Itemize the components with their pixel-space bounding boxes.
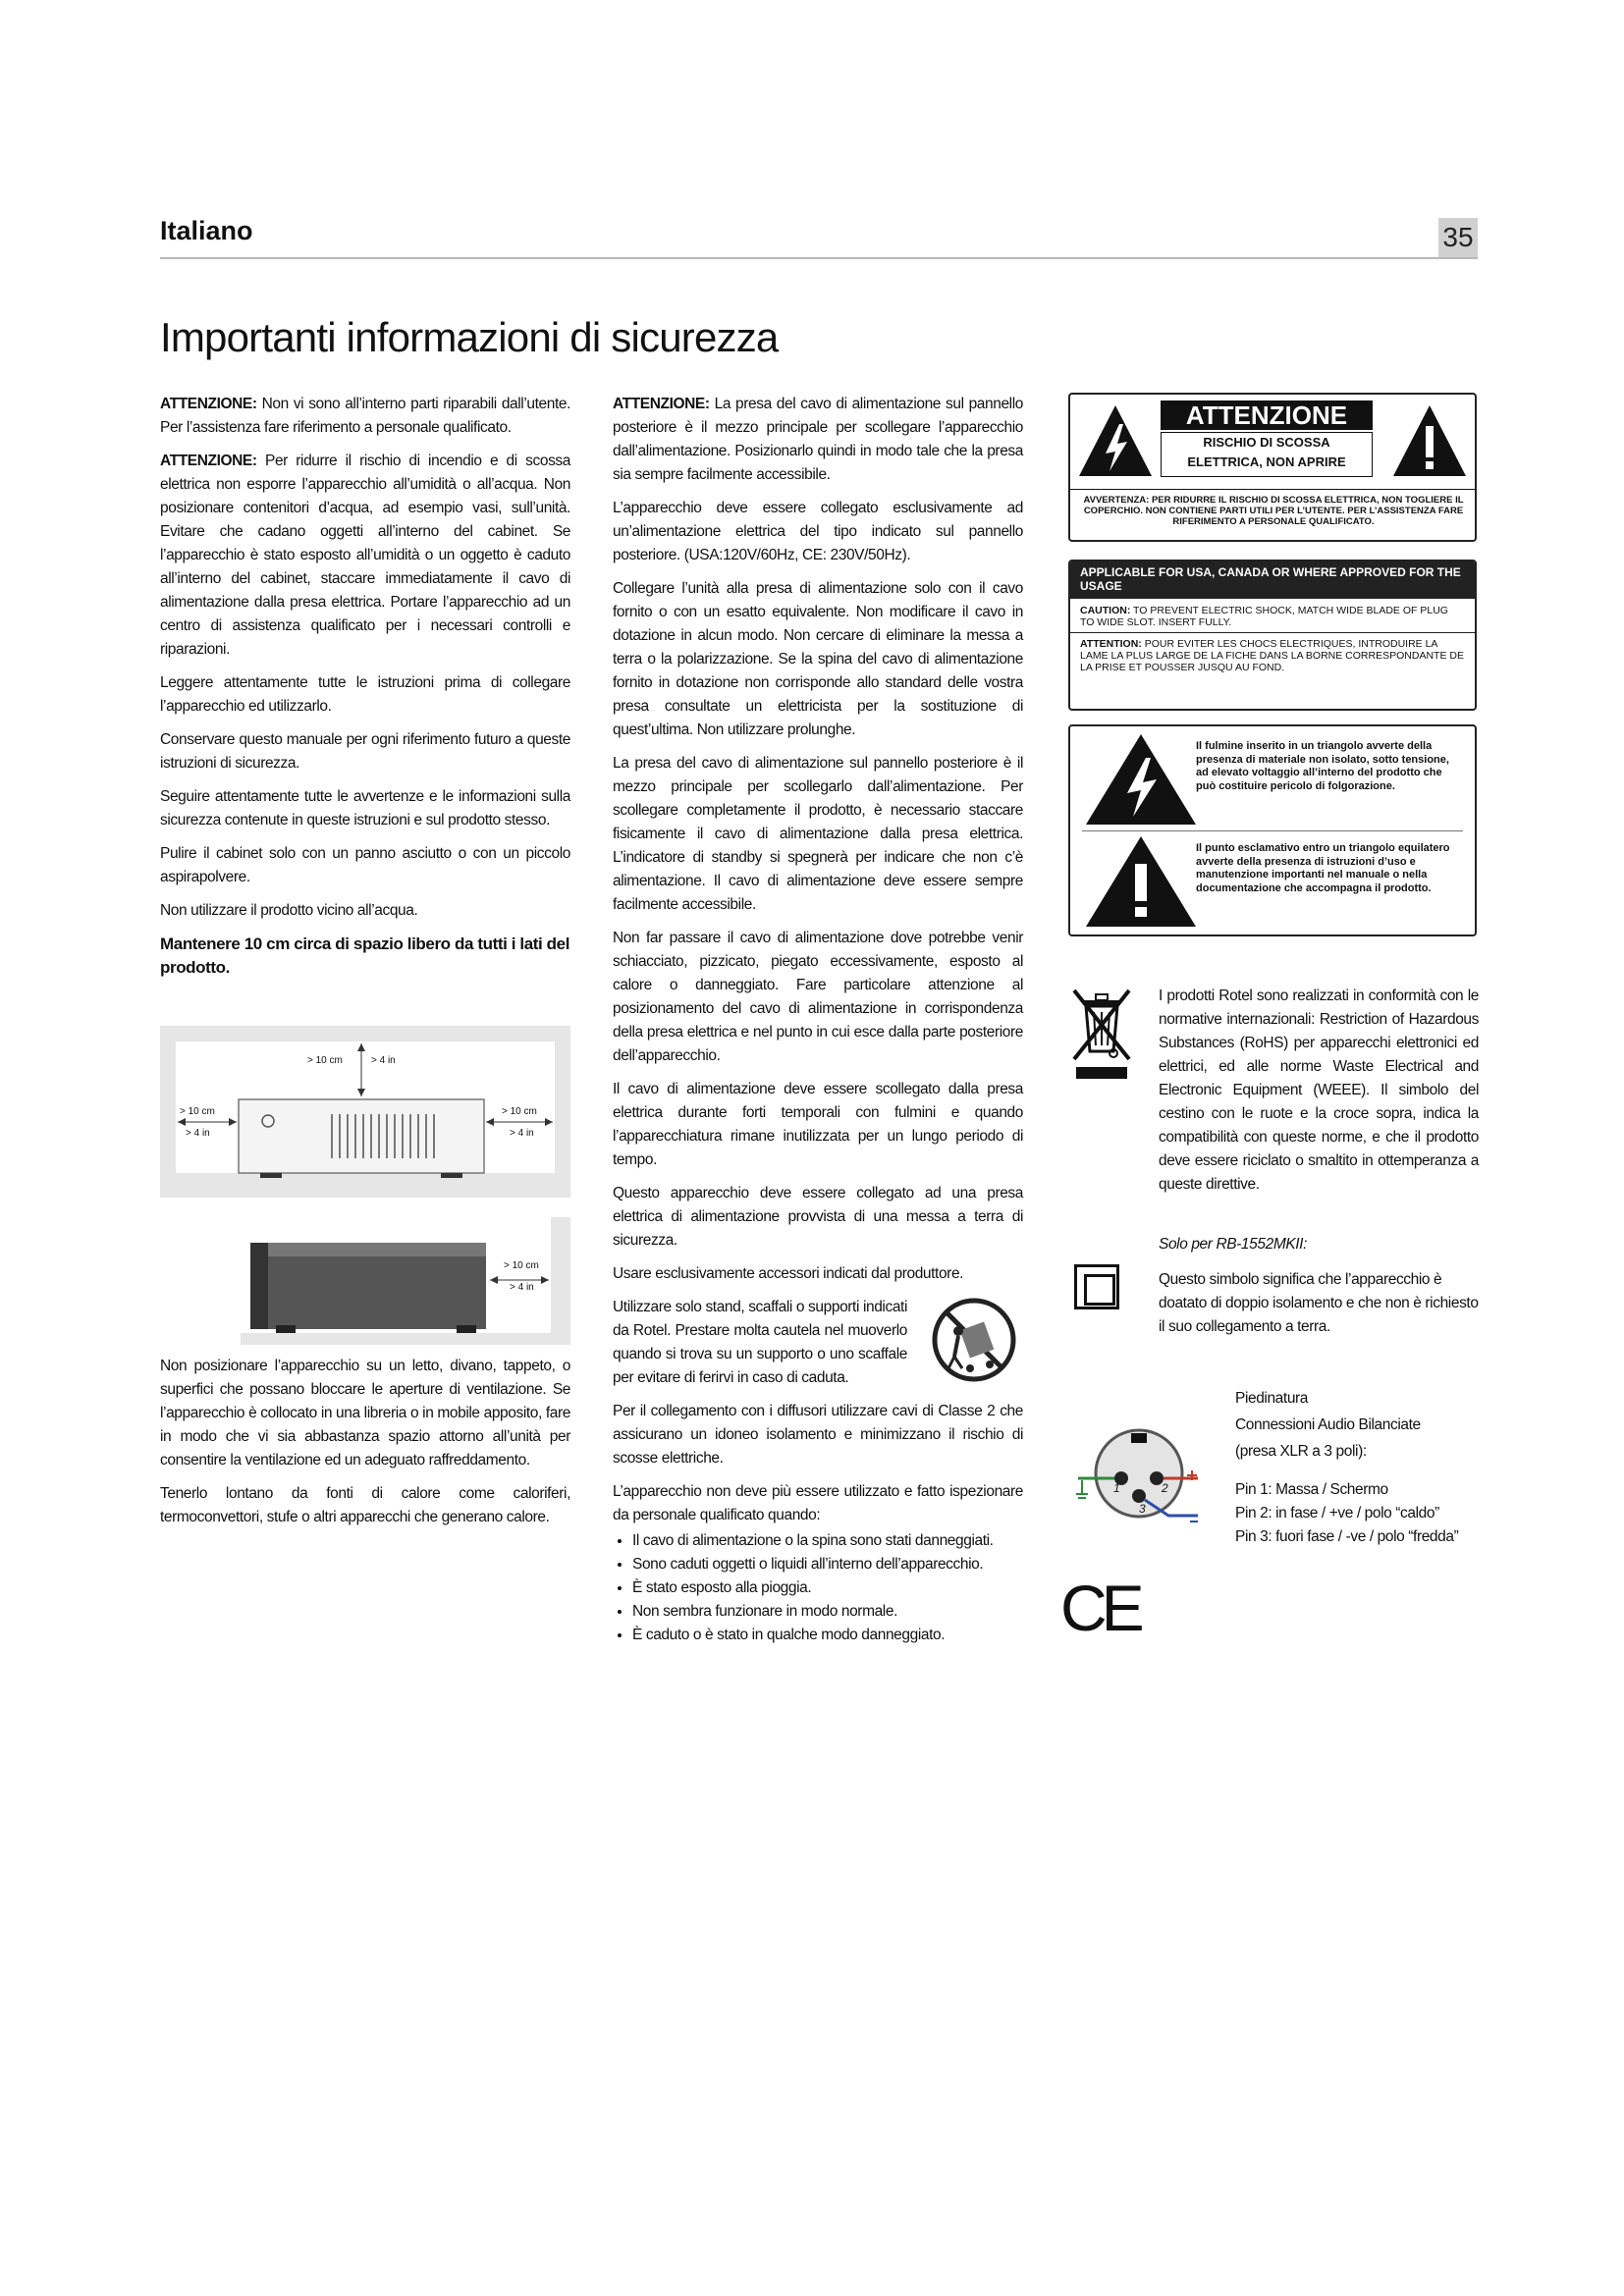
column-1-bottom	[160, 1355, 570, 1539]
paragraph: L’apparecchio deve essere collegato esclusivamente ad un’alimentazione elettrica del tipo indicato sul pannello posteriore. (USA:120V/60Hz, CE: 230V/50Hz).	[613, 500, 1023, 563]
attention-label: ATTENTION:	[1080, 638, 1142, 650]
paragraph: Utilizzare solo stand, scaffali o supporti indicati da Rotel. Prestare molta cautela nel muoverlo quando si trova su un supporto o uno scaffale per evitare di ferirvi in caso di caduta.	[613, 1299, 907, 1386]
usa-canada-label	[1068, 560, 1477, 711]
paragraph: Leggere attentamente tutte le istruzioni prima di collegare l’apparecchio ed utilizzarlo.	[160, 674, 570, 715]
xlr-title-1: Piedinatura	[1235, 1390, 1309, 1407]
left-clearance-in: > 4 in	[186, 1128, 210, 1139]
weee-bin-icon	[1070, 987, 1133, 1081]
xlr-title-2: Connessioni Audio Bilanciate	[1235, 1416, 1421, 1433]
attenzione-header	[1161, 400, 1373, 430]
usa-attention	[1080, 638, 1465, 673]
clearance-side-illustration	[241, 1217, 570, 1345]
inspection-bullet-list	[613, 1529, 1023, 1647]
attenzione-subtitle-1: RISCHIO DI SCOSSA	[1203, 435, 1330, 450]
paragraph: Collegare l’unità alla presa di alimentazione solo con il cavo fornito o con un esatto equivalente. Non modificare il cavo in dotazione in alcun modo. Non cercare di eliminare la messa a terra o la polarizzazione. Se la spina del cavo di alimentazione fornito in dotazione non corrisponde allo standard delle vostra presa consultate un elettricista per la sostituzione di quest’ultima. Non utilizzare prolunghe.	[613, 580, 1023, 738]
paragraph: Usare esclusivamente accessori indicati dal produttore.	[613, 1265, 964, 1282]
xlr-pin-1: Pin 1: Massa / Schermo	[1235, 1481, 1388, 1498]
caution-label: CAUTION:	[1080, 605, 1131, 616]
paragraph-text: La presa del cavo di alimentazione sul pannello posteriore è il mezzo principale per scollegare l’apparecchio dall’alimentazione. Posizionarlo quindi in modo tale che la presa sia sempre facilmente accessibile.	[613, 396, 1023, 483]
right-clearance-in: > 4 in	[510, 1128, 534, 1139]
double-insulation-text: Questo simbolo significa che l’apparecchio è doatato di doppio isolamento e che non è richiesto il suo collegamento a terra.	[1159, 1271, 1479, 1335]
list-item: • Il cavo di alimentazione o la spina sono stati danneggiati.	[632, 1529, 1023, 1553]
ce-mark-icon: CE	[1060, 1572, 1139, 1644]
column-2	[613, 393, 1023, 1647]
caution-text: TO PREVENT ELECTRIC SHOCK, MATCH WIDE BLADE OF PLUG TO WIDE SLOT. INSERT FULLY.	[1080, 605, 1448, 628]
section-label: Italiano	[160, 216, 253, 245]
clearance-note-text: Mantenere 10 cm circa di spazio libero da tutti i lati del prodotto.	[160, 934, 570, 977]
usa-label-header: APPLICABLE FOR USA, CANADA OR WHERE APPROVED FOR THE USAGE	[1070, 561, 1475, 599]
weee-text: I prodotti Rotel sono realizzati in conformità con le normative internazionali: Restriction of Hazardous Substances (RoHS) per apparecchi elettronici ed elettrici, ed alle norme Waste Electrical and Electronic Equipment (WEEE). Il simbolo del cestino con le ruote e la croce sopra, indica la compatibilità con queste norme, e che il prodotto deve essere riciclato o smaltito in ottemperanza a queste direttive.	[1159, 988, 1479, 1193]
warning-label: ATTENZIONE:	[160, 396, 257, 412]
usa-caution	[1080, 605, 1465, 628]
attenzione-subtitle-2: ELETTRICA, NON APRIRE	[1187, 454, 1346, 469]
clearance-note	[160, 933, 570, 980]
paragraph	[613, 393, 1023, 487]
paragraph-text: Non vi sono all’interno parti riparabili dall’utente. Per l’assistenza fare riferimento a personale qualificato.	[160, 396, 570, 436]
cart-tip-over-icon	[925, 1296, 1023, 1384]
xlr-pin-3: Pin 3: fuori fase / -ve / polo “fredda”	[1235, 1528, 1459, 1545]
lightning-triangle-icon	[1082, 730, 1200, 828]
paragraph	[160, 393, 570, 440]
page-title: Importanti informazioni di sicurezza	[160, 314, 779, 360]
model-note: Solo per RB-1552MKII:	[1159, 1236, 1307, 1253]
paragraph-text: Per ridurre il rischio di incendio e di scossa elettrica non esporre l’apparecchio all’umidità o all’acqua. Non posizionare contenitori d’acqua, ad esempio vasi, sull’unità. Evitare che cadano oggetti all’interno del cabinet. Se l’apparecchio è stato esposto all’umidità o un oggetto è caduto all’interno del cabinet, staccare immediatamente il cavo di alimentazione dalla presa elettrica. Portare l’apparecchio ad un centro di assistenza qualificato per i necessari controlli e riparazioni.	[160, 453, 570, 658]
warning-label: ATTENZIONE:	[613, 396, 710, 412]
paragraph: Questo apparecchio deve essere collegato ad una presa elettrica di alimentazione provvista di una messa a terra di sicurezza.	[613, 1185, 1023, 1249]
warning-label: ATTENZIONE:	[160, 453, 257, 469]
double-insulation-icon	[1074, 1264, 1119, 1309]
list-item: • È caduto o è stato in qualche modo danneggiato.	[632, 1624, 1023, 1647]
header-divider	[160, 257, 1478, 259]
paragraph: Il cavo di alimentazione deve essere scollegato dalla presa elettrica durante forti temporali con fulmini e quando l’apparecchiatura rimane inutilizzata per un lungo periodo di tempo.	[613, 1081, 1023, 1168]
xlr-pin-label-3: 3	[1139, 1502, 1146, 1516]
attenzione-rule	[1070, 489, 1475, 490]
paragraph: Per il collegamento con i diffusori utilizzare cavi di Classe 2 che assicurano un idoneo isolamento e minimizzano il rischio di scosse elettriche.	[613, 1403, 1023, 1467]
symbols-divider	[1082, 830, 1463, 831]
paragraph: Seguire attentamente tutte le avvertenze e le informazioni sulla sicurezza contenute in queste istruzioni e sul prodotto stesso.	[160, 788, 570, 828]
exclamation-explanation: Il punto esclamativo entro un triangolo equilatero avverte della presenza di istruzioni d’uso e manutenzione importanti nel manuale o nella documentazione che accompagna il prodotto.	[1196, 842, 1450, 894]
symbols-explanation-box	[1068, 724, 1477, 936]
xlr-title-3: (presa XLR a 3 poli):	[1235, 1443, 1367, 1460]
top-clearance-cm: > 10 cm	[307, 1055, 343, 1066]
column-1	[160, 393, 570, 989]
xlr-pin-2: Pin 2: in fase / +ve / polo “caldo”	[1235, 1505, 1439, 1522]
paragraph: L’apparecchio non deve più essere utilizzato e fatto ispezionare da personale qualificato quando:	[613, 1483, 1023, 1523]
clearance-figure-side	[241, 1217, 570, 1345]
paragraph: La presa del cavo di alimentazione sul pannello posteriore è il mezzo principale per scollegarlo dall’alimentazione. Per scollegare completamente il prodotto, è necessario staccare fisicamente il cavo di alimentazione dalla presa elettrica. L’indicatore di standby si spegnerà per indicare che non c’è alimentazione. Il cavo di alimentazione deve essere sempre facilmente accessibile.	[613, 755, 1023, 913]
attenzione-title: ATTENZIONE	[1185, 400, 1348, 430]
list-item: • Non sembra funzionare in modo normale.	[632, 1600, 1023, 1624]
left-clearance-cm: > 10 cm	[180, 1106, 215, 1117]
usa-label-rule	[1070, 632, 1475, 633]
side-clearance-in: > 4 in	[510, 1282, 534, 1293]
lightning-triangle-icon	[1076, 402, 1155, 479]
paragraph	[160, 450, 570, 662]
lightning-explanation: Il fulmine inserito in un triangolo avverte della presenza di materiale non isolato, sotto tensione, ad elevato voltaggio all’interno del prodotto che può costituire pericolo di folgorazione.	[1196, 740, 1449, 792]
list-item: • Sono caduti oggetti o liquidi all’interno dell’apparecchio.	[632, 1553, 1023, 1576]
paragraph: Non posizionare l’apparecchio su un letto, divano, tappeto, o superfici che possano bloccare le aperture di ventilazione. Se l’apparecchio è collocato in una libreria o in mobile apposito, fare in modo che vi sia abbastanza spazio attorno all’unità per consentire la ventilazione ed un adeguato raffreddamento.	[160, 1358, 570, 1468]
attenzione-subtitle-box	[1161, 432, 1373, 477]
exclamation-triangle-icon	[1082, 832, 1200, 931]
attention-text: POUR EVITER LES CHOCS ELECTRIQUES, INTRODUIRE LA LAME LA PLUS LARGE DE LA FICHE DANS LA BORNE CORRESPONDANTE DE LA PRISE ET POUSSER JUSQU AU FOND.	[1080, 638, 1464, 673]
stand-warning	[613, 1296, 1023, 1390]
exclamation-triangle-icon	[1390, 402, 1469, 479]
xlr-pin-label-2: 2	[1162, 1481, 1168, 1495]
paragraph: Tenerlo lontano da fonti di calore come caloriferi, termoconvettori, stufe o altri apparecchi che generano calore.	[160, 1485, 570, 1525]
attenzione-warning-label	[1068, 393, 1477, 542]
paragraph: Pulire il cabinet solo con un panno asciutto o con un piccolo aspirapolvere.	[160, 845, 570, 885]
paragraph: Non far passare il cavo di alimentazione dove potrebbe venir schiacciato, pizzicato, piegato eccessivamente, esposto al calore o danneggiato. Fare particolare attenzione al posizionamento del cavo di alimentazione in corrispondenza della presa elettrica e nel punto in cui esce dalla parte posteriore dell’apparecchio.	[613, 930, 1023, 1064]
side-clearance-cm: > 10 cm	[504, 1260, 539, 1271]
clearance-figure-front	[160, 1026, 570, 1198]
page-number: 35	[1438, 218, 1478, 257]
paragraph: Non utilizzare il prodotto vicino all’acqua.	[160, 902, 418, 919]
paragraph: Conservare questo manuale per ogni riferimento futuro a queste istruzioni di sicurezza.	[160, 731, 570, 772]
xlr-pin-label-1: 1	[1113, 1481, 1120, 1495]
top-clearance-in: > 4 in	[371, 1055, 396, 1066]
list-item: • È stato esposto alla pioggia.	[632, 1576, 1023, 1600]
right-clearance-cm: > 10 cm	[502, 1106, 537, 1117]
attenzione-footer: AVVERTENZA: PER RIDURRE IL RISCHIO DI SCOSSA ELETTRICA, NON TOGLIERE IL COPERCHIO. NON CONTIENE PARTI UTILI PER L’UTENTE. PER L’ASSISTENZA FARE RIFERIMENTO A PERSONALE QUALIFICATO.	[1083, 495, 1464, 527]
